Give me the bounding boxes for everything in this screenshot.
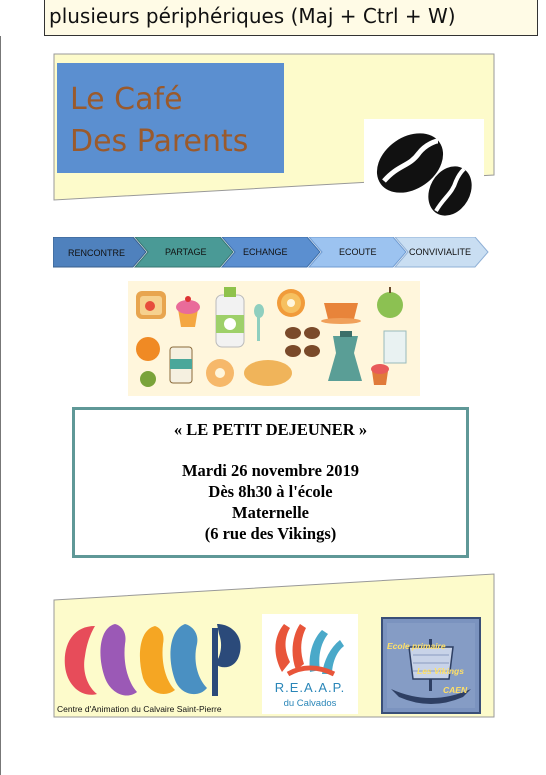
- title-box: [57, 63, 284, 173]
- event-time: Dès 8h30 à l'école: [208, 482, 333, 501]
- title-line-1: Le Café: [70, 82, 183, 117]
- step-label-echange: ECHANGE: [243, 247, 288, 257]
- school-line-2: Les Vikings: [417, 666, 464, 676]
- reaap-hands-graphic: [262, 614, 358, 678]
- cacsp-caption: Centre d'Animation du Calvaire Saint-Pierre: [57, 704, 222, 714]
- cacsp-logo: [57, 616, 252, 718]
- cacsp-logo-graphic: [57, 616, 252, 702]
- event-info-box: [72, 407, 469, 558]
- breakfast-illustration: [128, 281, 420, 396]
- event-heading: « LE PETIT DEJEUNER »: [173, 420, 368, 439]
- coffee-bean-icon: [364, 119, 484, 219]
- tooltip-text: plusieurs périphériques (Maj + Ctrl + W): [49, 4, 456, 28]
- event-date: Mardi 26 novembre 2019: [181, 461, 360, 480]
- step-convivialite: [395, 237, 488, 267]
- reaap-logo: [262, 614, 358, 714]
- reaap-name: R.E.A.A.P.: [274, 680, 346, 695]
- step-partage: [135, 237, 233, 267]
- process-steps: [53, 237, 493, 269]
- step-label-ecoute: ECOUTE: [339, 247, 377, 257]
- step-label-partage: PARTAGE: [165, 247, 207, 257]
- school-line-3: CAEN: [443, 685, 468, 695]
- event-place: Maternelle: [232, 503, 309, 522]
- title-line-2: Des Parents: [70, 124, 249, 159]
- school-logo: [381, 617, 481, 714]
- reaap-subtitle: du Calvados: [283, 698, 337, 709]
- step-label-rencontre: RENCONTRE: [68, 248, 126, 258]
- school-line-1: Ecole primaire: [387, 641, 446, 651]
- step-rencontre: [53, 237, 146, 267]
- event-address: (6 rue des Vikings): [204, 524, 337, 543]
- step-label-convivialite: CONVIVIALITE: [409, 247, 472, 257]
- step-ecoute: [309, 237, 406, 267]
- step-echange: [222, 237, 320, 267]
